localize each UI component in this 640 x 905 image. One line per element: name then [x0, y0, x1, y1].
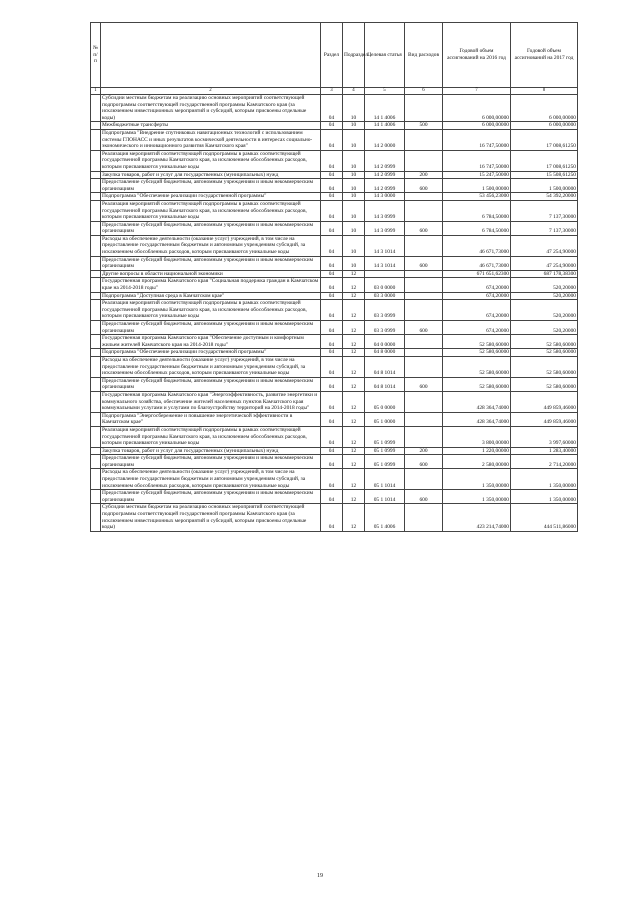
row-amount-2017-cell: 520,20000: [511, 321, 578, 335]
table-row: [91, 300, 578, 321]
row-amount-2017-cell: 15 508,61250: [511, 171, 578, 179]
row-target-article-cell: 05 1 0999: [365, 455, 405, 469]
row-subsection-cell: 12: [343, 469, 365, 490]
row-subsection-cell: 12: [343, 447, 365, 455]
header-cell: Годовой объем ассигнований на 2016 год: [443, 23, 511, 88]
row-name-cell: Предоставление субсидий бюджетным, автономным учреждениям и иным некоммерческим организациям: [101, 256, 321, 270]
row-subsection-cell: 10: [343, 256, 365, 270]
row-section-cell: 04: [321, 292, 343, 300]
table-row: [91, 455, 578, 469]
row-name-cell: Подпрограмма "Обеспечение реализации государственной программы": [101, 193, 321, 201]
row-amount-2017-cell: 7 137,30000: [511, 200, 578, 221]
row-section-cell: 04: [321, 200, 343, 221]
row-section-cell: 04: [321, 221, 343, 235]
row-amount-2017-cell: 444 511,86000: [511, 504, 578, 531]
row-subsection-cell: 12: [343, 426, 365, 447]
column-number: 6: [405, 88, 443, 95]
row-name-cell: Межбюджетные трансферты: [101, 122, 321, 130]
row-amount-2017-cell: 47 254,90000: [511, 256, 578, 270]
row-section-cell: 04: [321, 95, 343, 122]
row-number-cell: [91, 235, 101, 256]
row-name-cell: Закупка товаров, работ и услуг для государственных (муниципальных) нужд: [101, 447, 321, 455]
row-name-cell: Государственная программа Камчатского края "Энергоэффективность, развитие энергетики и коммунального хозяйства, обеспечение жителей населенных пунктов Камчатского края коммунальными услугами и услугами по благоустройству территорий на 2014-2018 годы": [101, 391, 321, 412]
row-amount-2017-cell: 449 859,46000: [511, 391, 578, 412]
table-row: [91, 256, 578, 270]
table-row: [91, 129, 578, 150]
row-subsection-cell: 12: [343, 349, 365, 357]
row-section-cell: 04: [321, 171, 343, 179]
document-page: [90, 22, 577, 532]
row-number-cell: [91, 349, 101, 357]
row-name-cell: Предоставление субсидий бюджетным, автономным учреждениям и иным некоммерческим организациям: [101, 321, 321, 335]
row-subsection-cell: 10: [343, 200, 365, 221]
row-amount-2016-cell: 423 214,74000: [443, 504, 511, 531]
row-amount-2017-cell: 520,20000: [511, 300, 578, 321]
row-expense-type-cell: 200: [405, 171, 443, 179]
row-name-cell: Субсидии местным бюджетам на реализацию основных мероприятий соответствующей подпрограммы соответствующей государственной программы Камчатского края (за исключением инвестиционных мероприятий и субсидий, которым присвоены отдельные коды): [101, 95, 321, 122]
row-expense-type-cell: [405, 412, 443, 426]
row-target-article-cell: 14 3 0999: [365, 221, 405, 235]
row-expense-type-cell: [405, 129, 443, 150]
row-amount-2017-cell: 1 283,40000: [511, 447, 578, 455]
row-amount-2017-cell: 52 580,60000: [511, 377, 578, 391]
row-amount-2016-cell: 52 580,60000: [443, 377, 511, 391]
row-section-cell: 04: [321, 490, 343, 504]
row-section-cell: 04: [321, 356, 343, 377]
row-amount-2016-cell: 3 800,00000: [443, 426, 511, 447]
row-name-cell: Реализация мероприятий соответствующей подпрограммы в рамках соответствующей государственной программы Камчатского края, за исключением обособленных расходов, которым присваиваются уникальные коды: [101, 426, 321, 447]
row-amount-2016-cell: 428 364,74000: [443, 412, 511, 426]
row-name-cell: Предоставление субсидий бюджетным, автономным учреждениям и иным некоммерческим организациям: [101, 179, 321, 193]
table-row: [91, 193, 578, 201]
row-amount-2016-cell: 46 671,73000: [443, 256, 511, 270]
row-number-cell: [91, 179, 101, 193]
row-number-cell: [91, 256, 101, 270]
row-name-cell: Реализация мероприятий соответствующей подпрограммы в рамках соответствующей государственной программы Камчатского края, за исключением обособленных расходов, которым присваиваются уникальные коды: [101, 300, 321, 321]
row-number-cell: [91, 129, 101, 150]
table-row: [91, 391, 578, 412]
row-name-cell: Другие вопросы в области национальной экономики: [101, 270, 321, 278]
row-target-article-cell: 14 3 1014: [365, 235, 405, 256]
row-name-cell: Субсидии местным бюджетам на реализацию основных мероприятий соответствующей подпрограммы соответствующей государственной программы Камчатского края (за исключением инвестиционных мероприятий и субсидий, которым присвоены отдельные коды): [101, 504, 321, 531]
row-number-cell: [91, 447, 101, 455]
row-amount-2016-cell: 1 350,00000: [443, 490, 511, 504]
table-row: [91, 490, 578, 504]
row-section-cell: 04: [321, 349, 343, 357]
row-expense-type-cell: [405, 278, 443, 292]
row-target-article-cell: 14 2 0999: [365, 150, 405, 171]
row-amount-2016-cell: 16 747,50000: [443, 129, 511, 150]
row-section-cell: 04: [321, 377, 343, 391]
table-row: [91, 200, 578, 221]
table-row: [91, 356, 578, 377]
table-header: [91, 23, 578, 95]
row-section-cell: 04: [321, 300, 343, 321]
row-number-cell: [91, 292, 101, 300]
column-number: 2: [101, 88, 321, 95]
row-amount-2017-cell: 6 000,00000: [511, 122, 578, 130]
row-amount-2016-cell: 671 651,62300: [443, 270, 511, 278]
table-row: [91, 469, 578, 490]
row-section-cell: 04: [321, 426, 343, 447]
table-row: [91, 292, 578, 300]
row-name-cell: Реализация мероприятий соответствующей подпрограммы в рамках соответствующей государственной программы Камчатского края, за исключением обособленных расходов, которым присваиваются уникальные коды: [101, 150, 321, 171]
row-amount-2016-cell: 6 784,50000: [443, 200, 511, 221]
row-name-cell: Закупка товаров, работ и услуг для государственных (муниципальных) нужд: [101, 171, 321, 179]
row-number-cell: [91, 193, 101, 201]
row-section-cell: 04: [321, 122, 343, 130]
row-target-article-cell: 14 3 1014: [365, 256, 405, 270]
row-subsection-cell: 10: [343, 95, 365, 122]
row-subsection-cell: 10: [343, 193, 365, 201]
row-amount-2017-cell: 1 350,00000: [511, 490, 578, 504]
row-section-cell: 04: [321, 412, 343, 426]
row-amount-2017-cell: 17 008,61250: [511, 129, 578, 150]
header-cell: Целевая статья: [365, 23, 405, 88]
row-section-cell: 04: [321, 469, 343, 490]
table-row: [91, 504, 578, 531]
row-subsection-cell: 12: [343, 391, 365, 412]
table-row: [91, 278, 578, 292]
row-number-cell: [91, 321, 101, 335]
row-amount-2016-cell: 1 350,00000: [443, 469, 511, 490]
row-number-cell: [91, 200, 101, 221]
table-row: [91, 221, 578, 235]
row-amount-2017-cell: 47 254,90000: [511, 235, 578, 256]
row-section-cell: 04: [321, 455, 343, 469]
row-amount-2016-cell: 1 500,00000: [443, 179, 511, 193]
row-target-article-cell: 03 0 0000: [365, 278, 405, 292]
row-number-cell: [91, 95, 101, 122]
row-amount-2017-cell: 54 392,20000: [511, 193, 578, 201]
row-expense-type-cell: 600: [405, 490, 443, 504]
row-target-article-cell: 05 1 1014: [365, 469, 405, 490]
column-number: 4: [343, 88, 365, 95]
column-number: 5: [365, 88, 405, 95]
column-number: 7: [443, 88, 511, 95]
row-target-article-cell: 14 3 0000: [365, 193, 405, 201]
row-subsection-cell: 12: [343, 455, 365, 469]
row-amount-2016-cell: 52 580,60000: [443, 349, 511, 357]
table-row: [91, 412, 578, 426]
row-target-article-cell: 05 0 0000: [365, 391, 405, 412]
row-expense-type-cell: [405, 292, 443, 300]
row-target-article-cell: 05 1 1014: [365, 490, 405, 504]
row-amount-2017-cell: 2 714,20000: [511, 455, 578, 469]
row-name-cell: Расходы на обеспечение деятельности (оказание услуг) учреждений, в том числе на предоставление государственным бюджетным и автономным учреждениям субсидий, за исключением обособленных расходов, которым присваиваются уникальные коды: [101, 469, 321, 490]
column-number: 1: [91, 88, 101, 95]
row-name-cell: Предоставление субсидий бюджетным, автономным учреждениям и иным некоммерческим организациям: [101, 221, 321, 235]
header-cell: Вид расходов: [405, 23, 443, 88]
row-subsection-cell: 12: [343, 377, 365, 391]
row-target-article-cell: 05 1 0000: [365, 412, 405, 426]
row-section-cell: 04: [321, 256, 343, 270]
row-amount-2016-cell: 46 671,73000: [443, 235, 511, 256]
row-expense-type-cell: 500: [405, 122, 443, 130]
row-subsection-cell: 10: [343, 221, 365, 235]
row-expense-type-cell: 600: [405, 377, 443, 391]
page-number: 19: [317, 873, 323, 879]
table-row: [91, 321, 578, 335]
row-expense-type-cell: [405, 300, 443, 321]
row-name-cell: Предоставление субсидий бюджетным, автономным учреждениям и иным некоммерческим организациям: [101, 455, 321, 469]
row-section-cell: 04: [321, 447, 343, 455]
row-section-cell: 04: [321, 193, 343, 201]
row-number-cell: [91, 122, 101, 130]
row-expense-type-cell: [405, 335, 443, 349]
row-amount-2017-cell: 1 500,00000: [511, 179, 578, 193]
table-row: [91, 447, 578, 455]
row-subsection-cell: 10: [343, 235, 365, 256]
row-amount-2016-cell: 674,20000: [443, 278, 511, 292]
row-subsection-cell: 10: [343, 122, 365, 130]
row-subsection-cell: 12: [343, 504, 365, 531]
row-section-cell: 04: [321, 129, 343, 150]
row-number-cell: [91, 356, 101, 377]
column-number-row: [91, 88, 578, 95]
row-number-cell: [91, 426, 101, 447]
row-expense-type-cell: [405, 235, 443, 256]
row-amount-2016-cell: 674,20000: [443, 300, 511, 321]
row-subsection-cell: 10: [343, 179, 365, 193]
header-cell: Годовой объем ассигнований на 2017 год: [511, 23, 578, 88]
row-amount-2017-cell: 52 580,60000: [511, 335, 578, 349]
table-row: [91, 95, 578, 122]
row-amount-2016-cell: 53 456,23000: [443, 193, 511, 201]
row-number-cell: [91, 377, 101, 391]
row-name-cell: Предоставление субсидий бюджетным, автономным учреждениям и иным некоммерческим организациям: [101, 377, 321, 391]
row-name-cell: Предоставление субсидий бюджетным, автономным учреждениям и иным некоммерческим организациям: [101, 490, 321, 504]
row-target-article-cell: 14 2 0999: [365, 179, 405, 193]
row-expense-type-cell: [405, 504, 443, 531]
row-expense-type-cell: [405, 349, 443, 357]
row-amount-2016-cell: 674,20000: [443, 321, 511, 335]
row-number-cell: [91, 412, 101, 426]
row-amount-2017-cell: 52 580,60000: [511, 349, 578, 357]
row-name-cell: Расходы на обеспечение деятельности (оказание услуг) учреждений, в том числе на предоставление государственным бюджетным и автономным учреждениям субсидий, за исключением обособленных расходов, которым присваиваются уникальные коды: [101, 356, 321, 377]
row-target-article-cell: 04 8 1014: [365, 377, 405, 391]
row-section-cell: 04: [321, 391, 343, 412]
row-number-cell: [91, 171, 101, 179]
row-section-cell: 04: [321, 335, 343, 349]
row-expense-type-cell: [405, 270, 443, 278]
row-expense-type-cell: [405, 469, 443, 490]
row-target-article-cell: 14 1 4006: [365, 95, 405, 122]
row-section-cell: 04: [321, 235, 343, 256]
header-row: [91, 23, 578, 88]
row-section-cell: 04: [321, 270, 343, 278]
row-subsection-cell: 12: [343, 490, 365, 504]
row-number-cell: [91, 469, 101, 490]
row-target-article-cell: 14 1 4006: [365, 122, 405, 130]
row-amount-2017-cell: 687 178,38300: [511, 270, 578, 278]
row-subsection-cell: 10: [343, 171, 365, 179]
column-number: 8: [511, 88, 578, 95]
row-expense-type-cell: 600: [405, 221, 443, 235]
row-name-cell: Подпрограмма "Обеспечение реализации государственной программы": [101, 349, 321, 357]
row-subsection-cell: 10: [343, 150, 365, 171]
row-amount-2017-cell: 7 137,30000: [511, 221, 578, 235]
row-subsection-cell: 12: [343, 270, 365, 278]
row-amount-2016-cell: 674,20000: [443, 292, 511, 300]
row-target-article-cell: 04 0 0000: [365, 335, 405, 349]
row-subsection-cell: 10: [343, 129, 365, 150]
row-expense-type-cell: [405, 356, 443, 377]
row-subsection-cell: 12: [343, 321, 365, 335]
row-number-cell: [91, 504, 101, 531]
row-expense-type-cell: [405, 391, 443, 412]
row-amount-2017-cell: 52 580,60000: [511, 356, 578, 377]
column-number: 3: [321, 88, 343, 95]
row-expense-type-cell: 200: [405, 447, 443, 455]
row-number-cell: [91, 278, 101, 292]
table-row: [91, 377, 578, 391]
row-number-cell: [91, 391, 101, 412]
row-expense-type-cell: [405, 426, 443, 447]
row-amount-2016-cell: 6 000,00000: [443, 122, 511, 130]
row-subsection-cell: 12: [343, 292, 365, 300]
row-amount-2016-cell: 1 220,00000: [443, 447, 511, 455]
row-name-cell: Подпрограмма "Доступная среда в Камчатском крае": [101, 292, 321, 300]
table-row: [91, 349, 578, 357]
row-expense-type-cell: 600: [405, 179, 443, 193]
row-amount-2016-cell: 6 784,50000: [443, 221, 511, 235]
row-section-cell: 04: [321, 321, 343, 335]
budget-table: [90, 22, 578, 532]
row-target-article-cell: 03 3 0999: [365, 321, 405, 335]
table-row: [91, 171, 578, 179]
table-row: [91, 235, 578, 256]
row-name-cell: Государственная программа Камчатского края "Обеспечение доступным и комфортным жильем жителей Камчатского края на 2014-2018 годы": [101, 335, 321, 349]
table-row: [91, 122, 578, 130]
row-target-article-cell: 14 3 0999: [365, 200, 405, 221]
row-amount-2017-cell: 17 008,61250: [511, 150, 578, 171]
row-number-cell: [91, 455, 101, 469]
row-target-article-cell: 05 1 4006: [365, 504, 405, 531]
row-number-cell: [91, 490, 101, 504]
row-number-cell: [91, 150, 101, 171]
row-section-cell: 04: [321, 504, 343, 531]
row-subsection-cell: 12: [343, 278, 365, 292]
row-target-article-cell: 14 2 0999: [365, 171, 405, 179]
table-row: [91, 270, 578, 278]
table-row: [91, 426, 578, 447]
row-expense-type-cell: 600: [405, 321, 443, 335]
row-amount-2017-cell: 6 000,00000: [511, 95, 578, 122]
row-expense-type-cell: 600: [405, 256, 443, 270]
row-name-cell: Государственная программа Камчатского края "Социальная поддержка граждан в Камчатском крае на 2014-2018 годы": [101, 278, 321, 292]
row-amount-2016-cell: 16 747,50000: [443, 150, 511, 171]
header-cell-name: [101, 23, 321, 88]
row-subsection-cell: 12: [343, 412, 365, 426]
table-row: [91, 179, 578, 193]
row-number-cell: [91, 300, 101, 321]
row-amount-2017-cell: 449 859,46000: [511, 412, 578, 426]
row-target-article-cell: 03 3 0999: [365, 300, 405, 321]
table-row: [91, 150, 578, 171]
row-amount-2016-cell: 15 247,50000: [443, 171, 511, 179]
row-target-article-cell: 05 1 0999: [365, 426, 405, 447]
row-number-cell: [91, 270, 101, 278]
row-amount-2016-cell: 52 580,60000: [443, 356, 511, 377]
header-cell: № п/п: [91, 23, 101, 88]
row-name-cell: Расходы на обеспечение деятельности (оказание услуг) учреждений, в том числе на предоставление государственным бюджетным и автономным учреждениям субсидий, за исключением обособленных расходов, которым присваиваются уникальные коды: [101, 235, 321, 256]
row-section-cell: 04: [321, 179, 343, 193]
row-amount-2016-cell: 52 580,60000: [443, 335, 511, 349]
row-subsection-cell: 12: [343, 356, 365, 377]
row-amount-2016-cell: 2 580,00000: [443, 455, 511, 469]
table-body: [91, 95, 578, 532]
row-subsection-cell: 12: [343, 335, 365, 349]
row-amount-2017-cell: 520,20000: [511, 278, 578, 292]
row-number-cell: [91, 335, 101, 349]
row-target-article-cell: 04 8 1014: [365, 356, 405, 377]
row-name-cell: Подпрограмма "Внедрение спутниковых навигационных технологий с использованием системы ГЛОНАСС и иных результатов космической деятельности в интересах социально-экономического и инновационного развития Камчатского края": [101, 129, 321, 150]
row-target-article-cell: 04 8 0000: [365, 349, 405, 357]
row-expense-type-cell: [405, 193, 443, 201]
header-cell: Раздел: [321, 23, 343, 88]
row-section-cell: 04: [321, 150, 343, 171]
row-expense-type-cell: [405, 95, 443, 122]
row-target-article-cell: 05 1 0999: [365, 447, 405, 455]
row-section-cell: 04: [321, 278, 343, 292]
row-amount-2016-cell: 6 000,00000: [443, 95, 511, 122]
row-number-cell: [91, 221, 101, 235]
table-row: [91, 335, 578, 349]
row-subsection-cell: 12: [343, 300, 365, 321]
row-amount-2017-cell: 3 997,60000: [511, 426, 578, 447]
row-amount-2017-cell: 520,20000: [511, 292, 578, 300]
row-amount-2017-cell: 1 350,00000: [511, 469, 578, 490]
header-cell: Подраздел: [343, 23, 365, 88]
row-target-article-cell: [365, 270, 405, 278]
row-name-cell: Подпрограмма "Энергосбережение и повышение энергетической эффективности в Камчатском крае": [101, 412, 321, 426]
row-target-article-cell: 14 2 0000: [365, 129, 405, 150]
row-target-article-cell: 03 3 0000: [365, 292, 405, 300]
row-amount-2016-cell: 428 364,74000: [443, 391, 511, 412]
row-expense-type-cell: [405, 150, 443, 171]
row-expense-type-cell: 600: [405, 455, 443, 469]
row-name-cell: Реализация мероприятий соответствующей подпрограммы в рамках соответствующей государственной программы Камчатского края, за исключением обособленных расходов, которым присваиваются уникальные коды: [101, 200, 321, 221]
row-expense-type-cell: [405, 200, 443, 221]
